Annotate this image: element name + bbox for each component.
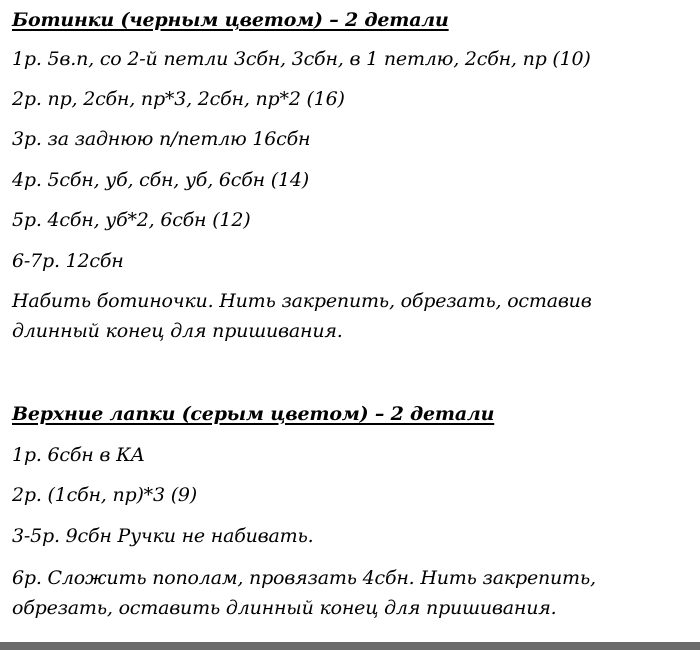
section-heading-boots: Ботинки (черным цветом) – 2 детали <box>12 9 449 31</box>
pattern-row: 5р. 4сбн, уб*2, 6сбн (12) <box>12 209 251 231</box>
pattern-row: 1р. 6сбн в КА <box>12 444 145 466</box>
pattern-row: 3-5р. 9сбн Ручки не набивать. <box>12 525 314 547</box>
section-note: Набить ботиночки. Нить закрепить, обрезать, оставив длинный конец для пришивания. <box>12 290 592 342</box>
pattern-row: 2р. (1сбн, пр)*3 (9) <box>12 484 198 506</box>
pattern-row: 1р. 5в.п, со 2-й петли 3сбн, 3сбн, в 1 петлю, 2сбн, пр (10) <box>12 48 591 70</box>
pattern-row: 3р. за заднюю п/петлю 16сбн <box>12 128 311 150</box>
bottom-divider <box>0 642 700 650</box>
section-heading-upper-paws: Верхние лапки (серым цветом) – 2 детали <box>12 403 495 425</box>
pattern-row: 2р. пр, 2сбн, пр*3, 2сбн, пр*2 (16) <box>12 88 345 110</box>
pattern-row: 6-7р. 12сбн <box>12 250 124 272</box>
section-note: 6р. Сложить пополам, провязать 4сбн. Нить закрепить, обрезать, оставить длинный конец для пришивания. <box>12 567 596 619</box>
pattern-row: 4р. 5сбн, уб, сбн, уб, 6сбн (14) <box>12 169 309 191</box>
